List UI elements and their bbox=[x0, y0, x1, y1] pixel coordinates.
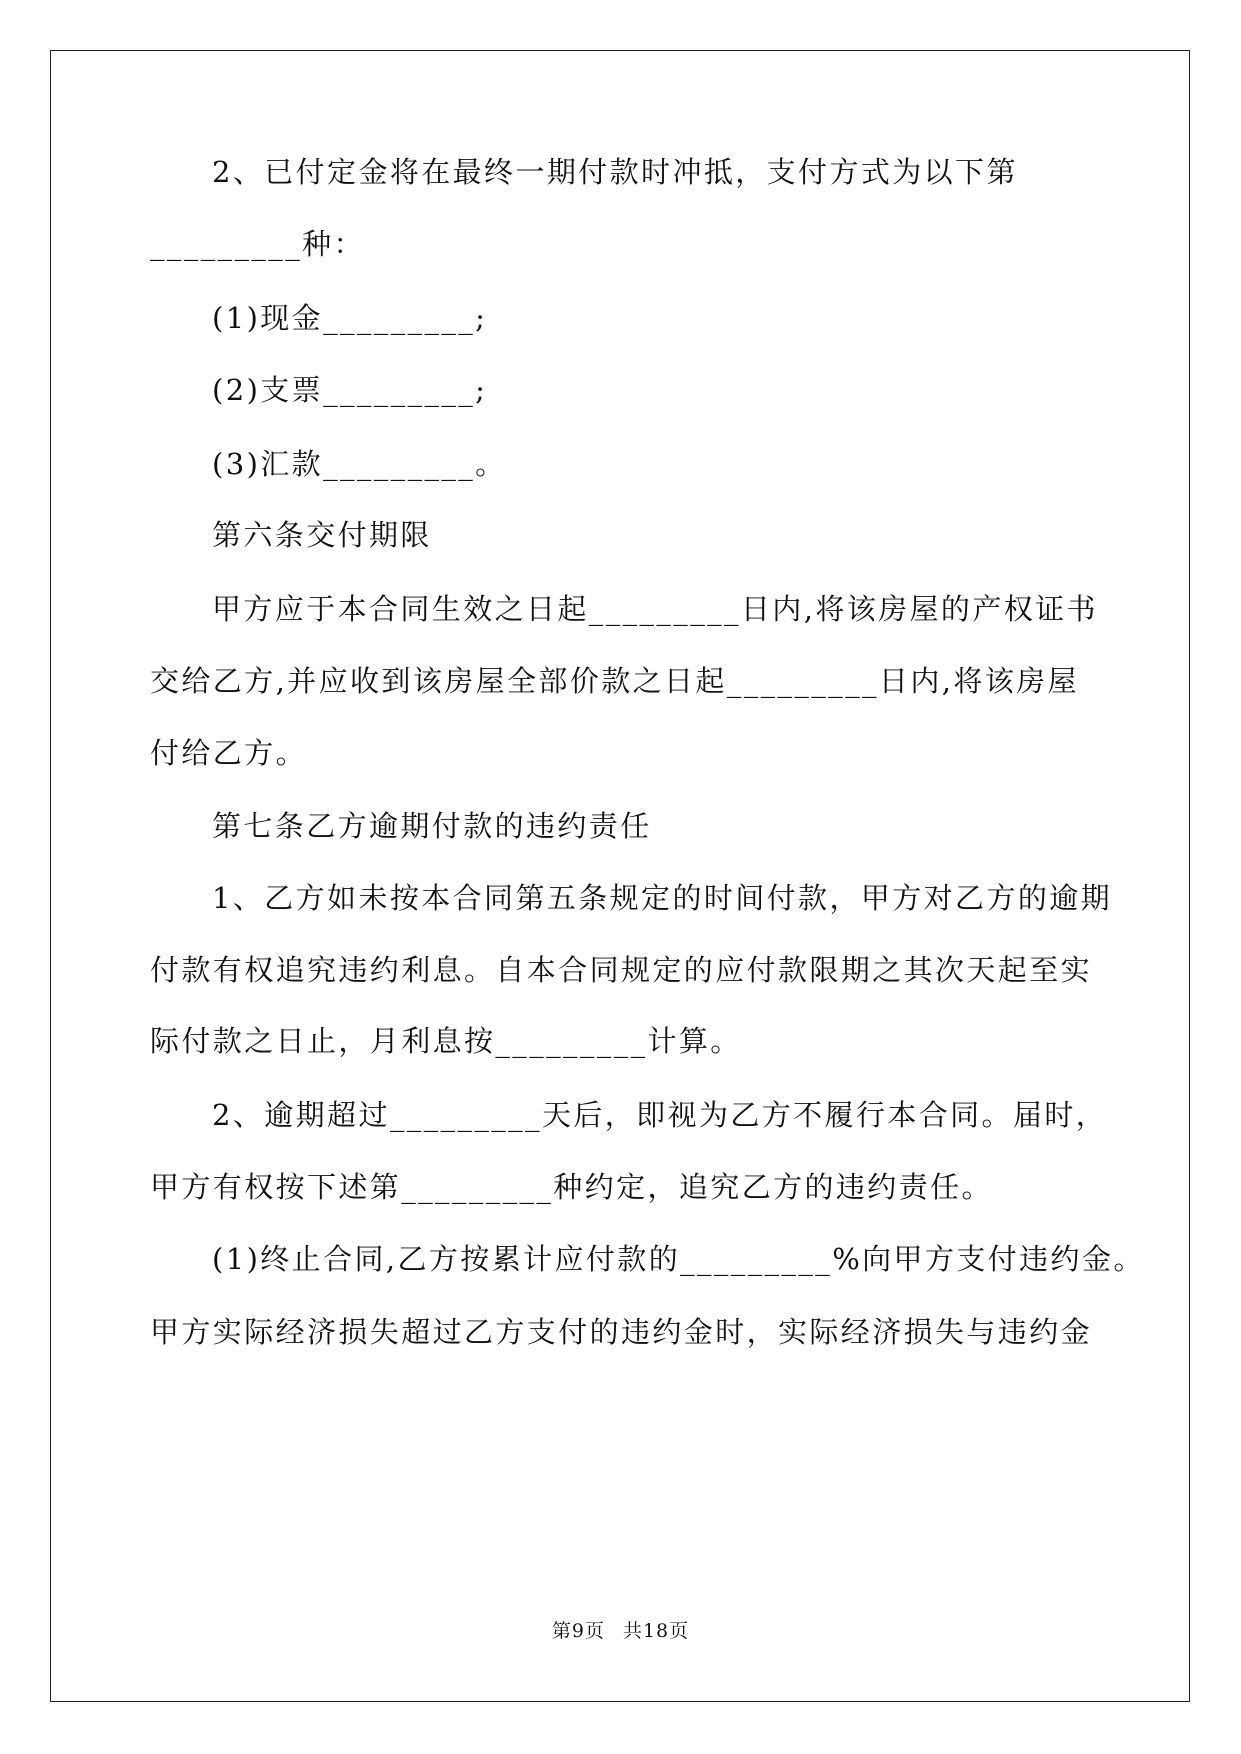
paragraph-line: 甲方有权按下述第_________种约定，追究乙方的违约责任。 bbox=[150, 1170, 993, 1204]
paragraph-line: (2)支票_________; bbox=[212, 373, 488, 407]
paragraph-line: _________种： bbox=[150, 227, 365, 261]
paragraph-line: (1)终止合同,乙方按累计应付款的_________%向甲方支付违约金。 bbox=[212, 1242, 1145, 1276]
paragraph-line: (1)现金_________; bbox=[212, 301, 488, 335]
paragraph-line: 2、已付定金将在最终一期付款时冲抵，支付方式为以下第 bbox=[212, 155, 1018, 189]
section-heading: 第六条交付期限 bbox=[212, 518, 432, 552]
page-number: 第9页 bbox=[551, 1620, 605, 1642]
paragraph-line: 付款有权追究违约利息。自本合同规定的应付款限期之其次天起至实 bbox=[150, 953, 1093, 987]
paragraph-line: 1、乙方如未按本合同第五条规定的时间付款，甲方对乙方的逾期 bbox=[212, 881, 1113, 915]
paragraph-line: 交给乙方,并应收到该房屋全部价款之日起_________日内,将该房屋 bbox=[150, 664, 1079, 698]
page-footer bbox=[0, 1618, 1241, 1644]
paragraph-line: 付给乙方。 bbox=[150, 736, 308, 770]
section-heading: 第七条乙方逾期付款的违约责任 bbox=[212, 809, 652, 843]
paragraph-line: 际付款之日止，月利息按_________计算。 bbox=[150, 1024, 742, 1058]
paragraph-line: (3)汇款_________。 bbox=[212, 447, 507, 481]
paragraph-line: 2、逾期超过_________天后，即视为乙方不履行本合同。届时， bbox=[212, 1098, 1108, 1132]
page-total: 共18页 bbox=[622, 1620, 690, 1642]
paragraph-line: 甲方实际经济损失超过乙方支付的违约金时，实际经济损失与违约金 bbox=[150, 1315, 1093, 1349]
paragraph-line: 甲方应于本合同生效之日起_________日内,将该房屋的产权证书 bbox=[212, 592, 1098, 626]
